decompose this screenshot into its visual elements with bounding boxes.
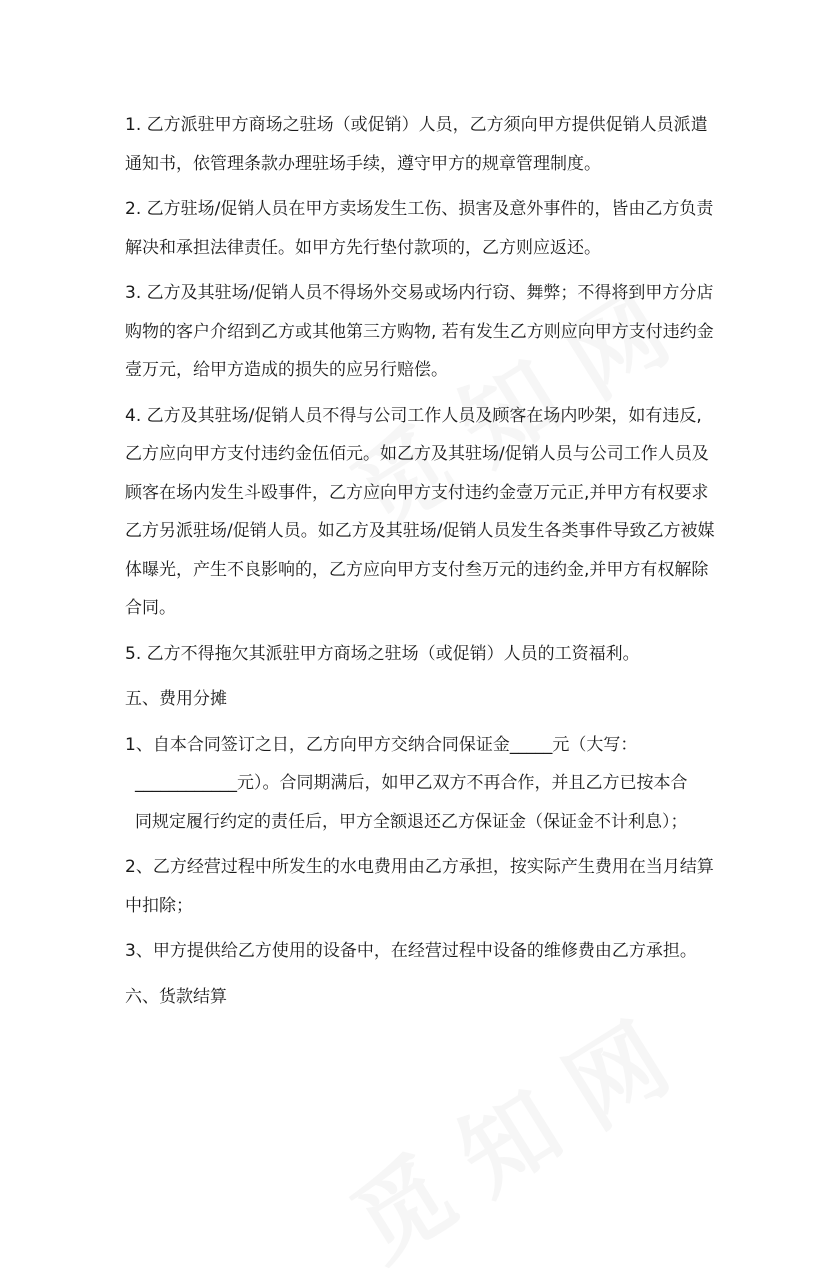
text-line: 体曝光，产生不良影响的，乙方应向甲方支付叁万元的违约金,并甲方有权解除 <box>125 559 709 580</box>
text-line: 通知书，依管理条款办理驻场手续，遵守甲方的规章管理制度。 <box>125 153 601 174</box>
text-line: 3. 乙方及其驻场/促销人员不得场外交易或场内行窃、舞弊；不得将到甲方分店 <box>125 283 714 303</box>
fee-clause-2 <box>125 848 715 925</box>
clause-1 <box>125 106 715 183</box>
section-heading-6: 六、货款结算 <box>125 986 227 1007</box>
clause-4 <box>125 397 715 628</box>
text-line: 壹万元，给甲方造成的损失的应另行赔偿。 <box>125 360 448 380</box>
text-line: 中扣除； <box>125 895 193 916</box>
text-line: 购物的客户介绍到乙方或其他第三方购物, 若有发生乙方则应向甲方支付违约金 <box>125 321 714 342</box>
text-line: 2、乙方经营过程中所发生的水电费用由乙方承担，按实际产生费用在当月结算 <box>125 857 714 877</box>
fee-clause-3 <box>125 932 715 971</box>
watermark-lower <box>322 970 715 1286</box>
fee-clause-1 <box>125 726 715 842</box>
section-heading-5: 五、费用分摊 <box>125 689 227 709</box>
text-line: 4. 乙方及其驻场/促销人员不得与公司工作人员及顾客在场内吵架，如有违反, <box>125 405 702 426</box>
document-body <box>125 106 715 1016</box>
text-line: 2. 乙方驻场/促销人员在甲方卖场发生工伤、损害及意外事件的，皆由乙方负责 <box>125 199 714 219</box>
text-line: 5. 乙方不得拖欠其派驻甲方商场之驻场（或促销）人员的工资福利。 <box>125 643 640 664</box>
text-line: 同规定履行约定的责任后，甲方全额退还乙方保证金（保证金不计利息）； <box>135 811 688 832</box>
text-line: 1. 乙方派驻甲方商场之驻场（或促销）人员，乙方须向甲方提供促销人员派遣 <box>125 115 708 135</box>
text-line: 乙方另派驻场/促销人员。如乙方及其驻场/促销人员发生各类事件导致乙方被媒 <box>125 521 715 541</box>
text-line: 乙方应向甲方支付违约金伍佰元。如乙方及其驻场/促销人员与公司工作人员及 <box>125 444 709 464</box>
clause-3 <box>125 274 715 390</box>
text-line: 合同。 <box>125 598 176 618</box>
clause-2 <box>125 190 715 267</box>
text-line: 3、甲方提供给乙方使用的设备中，在经营过程中设备的维修费由乙方承担。 <box>125 941 697 961</box>
text-line: 1、自本合同签订之日，乙方向甲方交纳合同保证金_____元（大写： <box>125 734 638 755</box>
text-line: ____________元）。合同期满后，如甲乙双方不再合作，并且乙方已按本合 <box>135 773 688 793</box>
text-line: 顾客在场内发生斗殴事件，乙方应向甲方支付违约金壹万元正,并甲方有权要求 <box>125 482 709 503</box>
clause-5 <box>125 635 715 674</box>
text-line: 解决和承担法律责任。如甲方先行垫付款项的，乙方则应返还。 <box>125 237 601 258</box>
